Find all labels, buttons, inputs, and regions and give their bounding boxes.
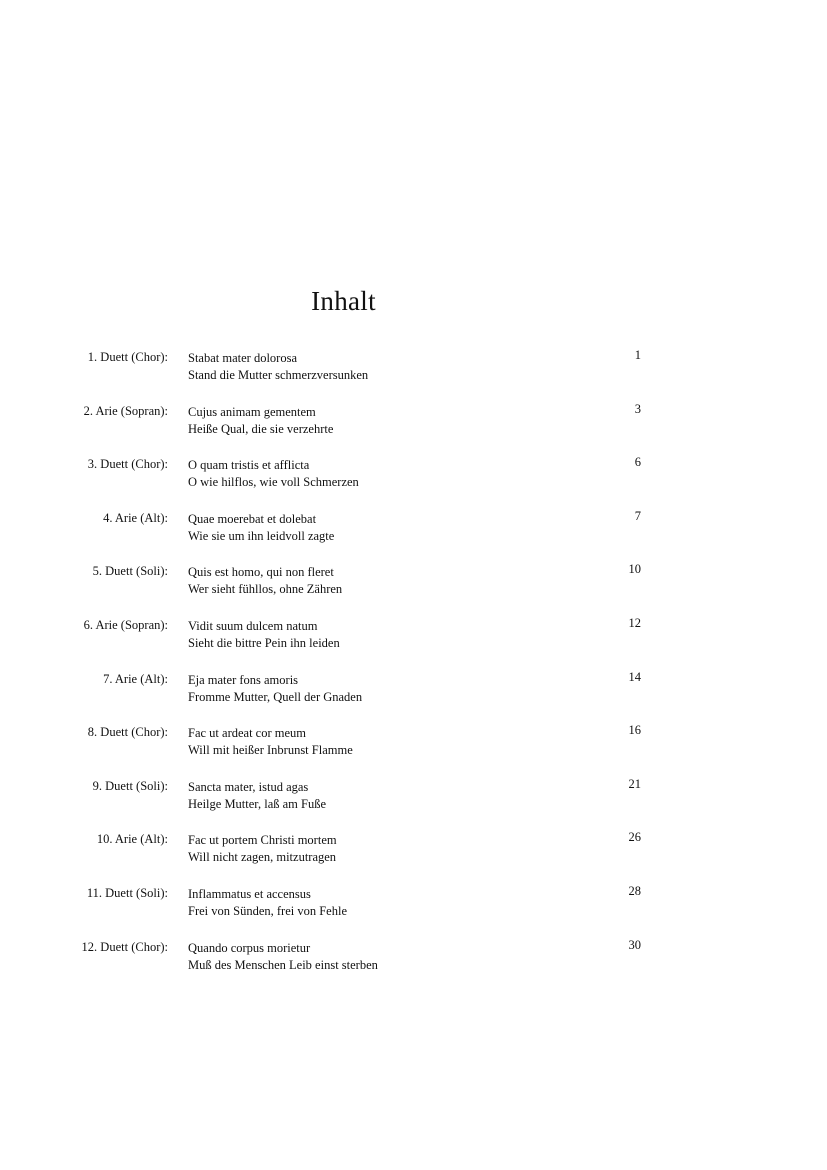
toc-entry-german: Wie sie um ihn leidvoll zagte <box>188 528 335 543</box>
toc-entry <box>0 509 827 563</box>
toc-entry <box>0 777 827 831</box>
toc-entry-german: Will nicht zagen, mitzutragen <box>188 850 337 865</box>
toc-entry-page-number: 28 <box>628 883 641 898</box>
toc-entry-text <box>188 618 340 652</box>
toc-entry-label: 3. Duett (Chor): <box>87 457 168 472</box>
toc-entry-text <box>188 725 353 759</box>
toc-entry-label: 5. Duett (Soli): <box>92 564 168 579</box>
toc-entry-text <box>188 672 362 706</box>
toc-entry <box>0 348 827 402</box>
toc-entry-page-number: 14 <box>628 669 641 684</box>
toc-entry-label: 7. Arie (Alt): <box>103 671 168 686</box>
toc-entry-page-number: 3 <box>634 401 641 416</box>
toc-entry-label: 8. Duett (Chor): <box>87 725 168 740</box>
toc-entry-label: 2. Arie (Sopran): <box>83 403 168 418</box>
toc-entry-german: Fromme Mutter, Quell der Gnaden <box>188 689 363 704</box>
toc-entry-page-number: 12 <box>628 615 641 630</box>
toc-entry <box>0 884 827 938</box>
toc-entry-latin: Cujus animam gementem <box>188 404 316 419</box>
toc-entry-page-number: 7 <box>634 508 641 523</box>
toc-entry <box>0 455 827 509</box>
toc-entry <box>0 830 827 884</box>
toc-entry-latin: Quando corpus morietur <box>188 940 311 955</box>
toc-entry-page-number: 10 <box>628 562 641 577</box>
toc-entry <box>0 938 827 992</box>
toc-entry-latin: Vidit suum dulcem natum <box>188 618 318 633</box>
toc-entry-text <box>188 457 359 491</box>
toc-entry-latin: Stabat mater dolorosa <box>188 351 297 365</box>
toc-entry-german: O wie hilflos, wie voll Schmerzen <box>188 475 359 490</box>
toc-entry-label: 10. Arie (Alt): <box>96 832 168 847</box>
toc-entry-page-number: 21 <box>628 776 641 791</box>
toc-entry-text <box>188 404 333 438</box>
toc-entry-latin: Quae moerebat et dolebat <box>188 511 317 526</box>
page-title: Inhalt <box>311 286 376 316</box>
toc-entry-latin: Eja mater fons amoris <box>188 672 299 687</box>
toc-entry-latin: Quis est homo, qui non fleret <box>188 565 334 580</box>
table-of-contents <box>0 348 827 991</box>
toc-entry-german: Will mit heißer Inbrunst Flamme <box>188 743 353 758</box>
toc-entry-page-number: 1 <box>634 348 641 362</box>
toc-entry-german: Wer sieht fühllos, ohne Zähren <box>188 582 343 597</box>
toc-entry-latin: O quam tristis et afflicta <box>188 458 310 473</box>
toc-entry <box>0 402 827 456</box>
toc-entry-german: Muß des Menschen Leib einst sterben <box>188 957 378 972</box>
toc-entry-page-number: 6 <box>634 455 641 470</box>
toc-entry-label: 1. Duett (Chor): <box>87 350 168 364</box>
toc-entry-german: Sieht die bittre Pein ihn leiden <box>188 635 340 650</box>
toc-entry <box>0 616 827 670</box>
toc-entry-label: 4. Arie (Alt): <box>103 510 168 525</box>
toc-entry-german: Heilge Mutter, laß am Fuße <box>188 796 327 811</box>
toc-entry-text <box>188 940 378 974</box>
toc-entry-page-number: 16 <box>628 723 641 738</box>
toc-entry <box>0 670 827 724</box>
toc-entry-label: 11. Duett (Soli): <box>86 885 168 900</box>
toc-entry-german: Frei von Sünden, frei von Fehle <box>188 903 348 918</box>
toc-entry-latin: Fac ut ardeat cor meum <box>188 726 307 741</box>
toc-entry-latin: Inflammatus et accensus <box>188 886 311 901</box>
toc-entry-label: 6. Arie (Sopran): <box>83 617 168 632</box>
toc-entry-text <box>188 886 347 920</box>
toc-entry-text <box>188 832 337 866</box>
toc-entry-latin: Fac ut portem Christi mortem <box>188 833 337 848</box>
toc-entry <box>0 562 827 616</box>
toc-entry-page-number: 30 <box>628 937 641 952</box>
toc-entry-latin: Sancta mater, istud agas <box>188 779 309 794</box>
toc-entry-text <box>188 779 326 813</box>
toc-entry <box>0 723 827 777</box>
toc-entry-text <box>188 511 334 545</box>
toc-entry-label: 9. Duett (Soli): <box>92 778 168 793</box>
toc-entry-page-number: 26 <box>628 830 641 845</box>
toc-entry-german: Heiße Qual, die sie verzehrte <box>188 421 334 436</box>
toc-entry-text <box>188 350 368 384</box>
toc-entry-text <box>188 564 342 598</box>
toc-entry-german: Stand die Mutter schmerzversunken <box>188 368 369 382</box>
toc-entry-label: 12. Duett (Chor): <box>81 939 168 954</box>
